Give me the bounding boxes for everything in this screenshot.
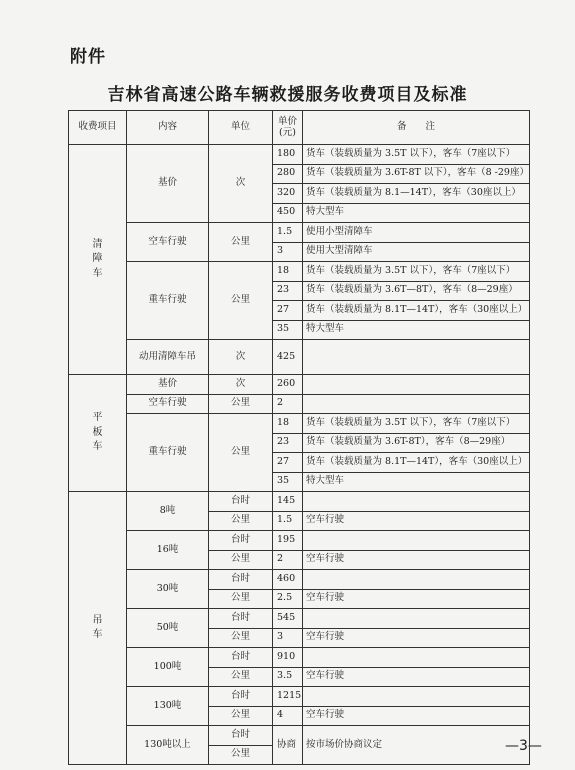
header-content: 内容	[127, 111, 209, 145]
note-cell	[303, 570, 530, 590]
clearance-base-label: 基价	[127, 145, 209, 223]
note-cell: 空车行驶	[303, 550, 530, 570]
table-row	[69, 262, 530, 282]
price-cell: 18	[273, 262, 303, 282]
note-cell: 使用小型清障车	[303, 223, 530, 243]
price-cell: 4	[273, 706, 303, 726]
table-row	[69, 531, 530, 551]
table-row	[69, 609, 530, 629]
table-row	[69, 492, 530, 512]
unit-cell: 公里	[209, 550, 273, 570]
price-cell: 3	[273, 242, 303, 262]
note-cell	[303, 492, 530, 512]
flatbed-empty-label: 空车行驶	[127, 394, 209, 414]
note-cell: 空车行驶	[303, 706, 530, 726]
crane-tonnage: 30吨	[127, 570, 209, 609]
price-cell: 23	[273, 433, 303, 453]
table-row	[69, 687, 530, 707]
price-cell: 2.5	[273, 589, 303, 609]
section-crane: 吊车	[69, 492, 127, 765]
price-cell: 195	[273, 531, 303, 551]
note-cell: 特大型车	[303, 203, 530, 223]
header-item: 收费项目	[69, 111, 127, 145]
note-cell: 货车（装载质量为 3.6T-8T 以下），客车（8 -29座）	[303, 164, 530, 184]
note-cell: 空车行驶	[303, 628, 530, 648]
crane-tonnage: 130吨	[127, 687, 209, 726]
note-cell: 货车（装载质量为 3.5T 以下），客车（7座以下）	[303, 414, 530, 434]
unit-cell: 台时	[209, 687, 273, 707]
attachment-label: 附件	[70, 47, 106, 67]
flatbed-empty-unit: 公里	[209, 394, 273, 414]
flatbed-loaded-label: 重车行驶	[127, 414, 209, 492]
table-row	[69, 394, 530, 414]
price-cell: 425	[273, 340, 303, 375]
unit-cell: 公里	[209, 667, 273, 687]
crane-tonnage: 16吨	[127, 531, 209, 570]
table-header-row	[69, 111, 530, 145]
note-cell	[303, 340, 530, 375]
clearance-empty-unit: 公里	[209, 223, 273, 262]
table-row	[69, 570, 530, 590]
price-cell: 23	[273, 281, 303, 301]
header-price: 单价(元)	[273, 111, 303, 145]
table-row	[69, 145, 530, 165]
price-cell: 1.5	[273, 223, 303, 243]
note-cell	[303, 609, 530, 629]
price-cell: 35	[273, 320, 303, 340]
price-cell: 35	[273, 472, 303, 492]
page-number: —3—	[505, 738, 542, 754]
price-cell: 280	[273, 164, 303, 184]
price-cell: 450	[273, 203, 303, 223]
price-cell: 3.5	[273, 667, 303, 687]
note-cell: 使用大型清障车	[303, 242, 530, 262]
note-cell: 货车（装载质量为 3.6T-8T），客车（8—29座）	[303, 433, 530, 453]
price-cell: 2	[273, 550, 303, 570]
unit-cell: 公里	[209, 706, 273, 726]
unit-cell: 台时	[209, 609, 273, 629]
crane-tonnage: 100吨	[127, 648, 209, 687]
table-row	[69, 414, 530, 434]
price-cell: 18	[273, 414, 303, 434]
table-row	[69, 340, 530, 375]
clearance-loaded-label: 重车行驶	[127, 262, 209, 340]
table-row	[69, 223, 530, 243]
document-title: 吉林省高速公路车辆救援服务收费项目及标准	[107, 85, 468, 105]
note-cell: 特大型车	[303, 472, 530, 492]
note-cell: 货车（装载质量为 8.1T—14T），客车（30座以上）	[303, 301, 530, 321]
price-cell: 320	[273, 184, 303, 204]
unit-cell: 公里	[209, 628, 273, 648]
header-note: 备 注	[303, 111, 530, 145]
note-cell: 货车（装载质量为 3.5T 以下），客车（7座以下）	[303, 262, 530, 282]
crane-tonnage: 50吨	[127, 609, 209, 648]
note-cell: 空车行驶	[303, 667, 530, 687]
clearance-base-unit: 次	[209, 145, 273, 223]
unit-cell: 台时	[209, 492, 273, 512]
price-cell: 1215	[273, 687, 303, 707]
price-cell: 545	[273, 609, 303, 629]
unit-cell: 台时	[209, 531, 273, 551]
unit-cell: 台时	[209, 570, 273, 590]
crane-tonnage: 130吨以上	[127, 726, 209, 765]
clearance-lift-unit: 次	[209, 340, 273, 375]
price-cell: 460	[273, 570, 303, 590]
note-cell	[303, 648, 530, 668]
note-cell: 货车（装载质量为 8.1—14T），客车（30座以上）	[303, 184, 530, 204]
note-cell	[303, 375, 530, 395]
note-cell	[303, 531, 530, 551]
section-flatbed: 平板车	[69, 375, 127, 492]
note-cell: 空车行驶	[303, 589, 530, 609]
clearance-lift-label: 动用清障车吊	[127, 340, 209, 375]
flatbed-base-unit: 次	[209, 375, 273, 395]
price-cell: 1.5	[273, 511, 303, 531]
crane-tonnage: 8吨	[127, 492, 209, 531]
price-cell: 27	[273, 453, 303, 473]
unit-cell: 台时	[209, 726, 273, 746]
unit-cell: 公里	[209, 745, 273, 765]
note-cell: 货车（装载质量为 3.5T 以下），客车（7座以下）	[303, 145, 530, 165]
unit-cell: 台时	[209, 648, 273, 668]
note-cell: 空车行驶	[303, 511, 530, 531]
price-cell: 27	[273, 301, 303, 321]
table-row	[69, 375, 530, 395]
price-cell: 2	[273, 394, 303, 414]
flatbed-loaded-unit: 公里	[209, 414, 273, 492]
note-cell: 货车（装载质量为 3.6T—8T），客车（8—29座）	[303, 281, 530, 301]
clearance-loaded-unit: 公里	[209, 262, 273, 340]
unit-cell: 公里	[209, 589, 273, 609]
note-cell: 特大型车	[303, 320, 530, 340]
unit-cell: 公里	[209, 511, 273, 531]
price-cell: 协商	[273, 726, 303, 765]
table-row	[69, 726, 530, 746]
fee-table	[68, 110, 530, 765]
clearance-empty-label: 空车行驶	[127, 223, 209, 262]
note-cell	[303, 687, 530, 707]
flatbed-base-label: 基价	[127, 375, 209, 395]
price-cell: 3	[273, 628, 303, 648]
section-clearance: 清障车	[69, 145, 127, 375]
price-cell: 180	[273, 145, 303, 165]
price-cell: 145	[273, 492, 303, 512]
note-cell: 按市场价协商议定	[303, 726, 530, 765]
note-cell: 货车（装载质量为 8.1T—14T），客车（30座以上）	[303, 453, 530, 473]
header-unit: 单位	[209, 111, 273, 145]
price-cell: 910	[273, 648, 303, 668]
table-row	[69, 648, 530, 668]
price-cell: 260	[273, 375, 303, 395]
note-cell	[303, 394, 530, 414]
